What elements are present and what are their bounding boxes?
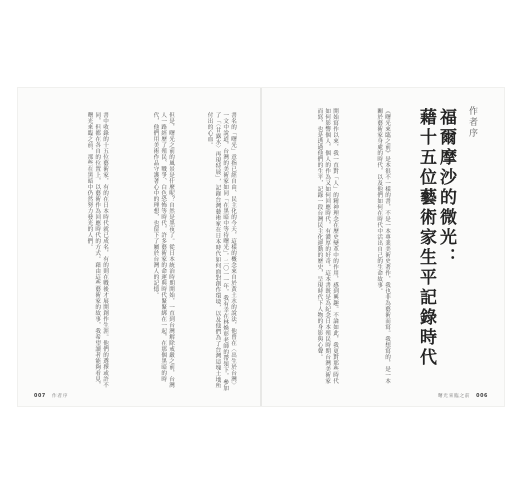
page-number-right: 006: [476, 394, 488, 399]
title-line-1: 福爾摩沙的微光：: [436, 108, 456, 268]
section-label: 作者序: [467, 106, 477, 139]
running-head-left: 作者序: [51, 394, 69, 399]
title-line-2: 藉十五位藝術家生平記錄時代: [416, 108, 436, 368]
folio-right: [438, 392, 488, 399]
running-head-right: 曙光來臨之前: [437, 394, 471, 399]
paragraph: 書名的「曙光」意指已經自由、民主化的今天，這樣的概念來自於黃土水的說法，他曾在〈出生於台灣〉一文中說道，台灣的美術家如同「在黑暗中等待曙光」，二〇一一年，我有幸在林煥彰老師的帶領下，參加了「〈甘露水〉再現特展」，記錄台灣藝術家在日本時代如何面對創作環境，以及他們為了台灣這塊土地所付出的心血。: [206, 112, 236, 392]
paragraph: 《曙光來臨之前》是本很不一樣的書，不是一本專業美術史著作，我也非為藝術而寫。我想寫的，是一本關於藝術家身處的時代，以及他們如何在時代中活出自己的生命故事。: [376, 108, 390, 384]
folio-left: [34, 392, 68, 399]
paragraph: 書中收錄的十五位藝術家，有的在日本時代就已成名，有的則在戰後才展開創作生涯。他們的選擇或許不同，但都在各自的位置上，以藝術作為回應時代的方式。藉由這些藝術家的故事，我希望讀者能夠看見，曙光來臨之前，那些在黑暗中仍然努力發光的人們。: [86, 112, 108, 388]
paragraph: 但是，曙光之前的風景是什麼呢？自然是黑夜了。從日本統治時期開始，一直到台灣解除戒嚴之前，台灣人一路經歷了殖民、戰爭、白色恐怖等時代，許多藝術家的命運與時代緊緊綁在一起，在那個黑暗的時代，他們用美術作品守護著心中的理想，也留下了屬於台灣人的記憶。: [152, 112, 174, 388]
paragraph: 開始寫作以來，我一直對「人」的精神理念在歷史變革中的作用，感到興趣。不論如此，我更對那些時代如何影響個人，個人的作為又如何回應時代，有濃厚的好奇。這本書既是為紀念日本殖民時期台灣美術家而寫，也是透過他們的生平，記錄一段台灣民主化運動的歷史，呈現時代下人物的身影與心聲。: [316, 108, 338, 384]
page-number-left: 007: [34, 394, 46, 399]
book-spread: [18, 88, 504, 406]
book-spine: [260, 88, 262, 406]
